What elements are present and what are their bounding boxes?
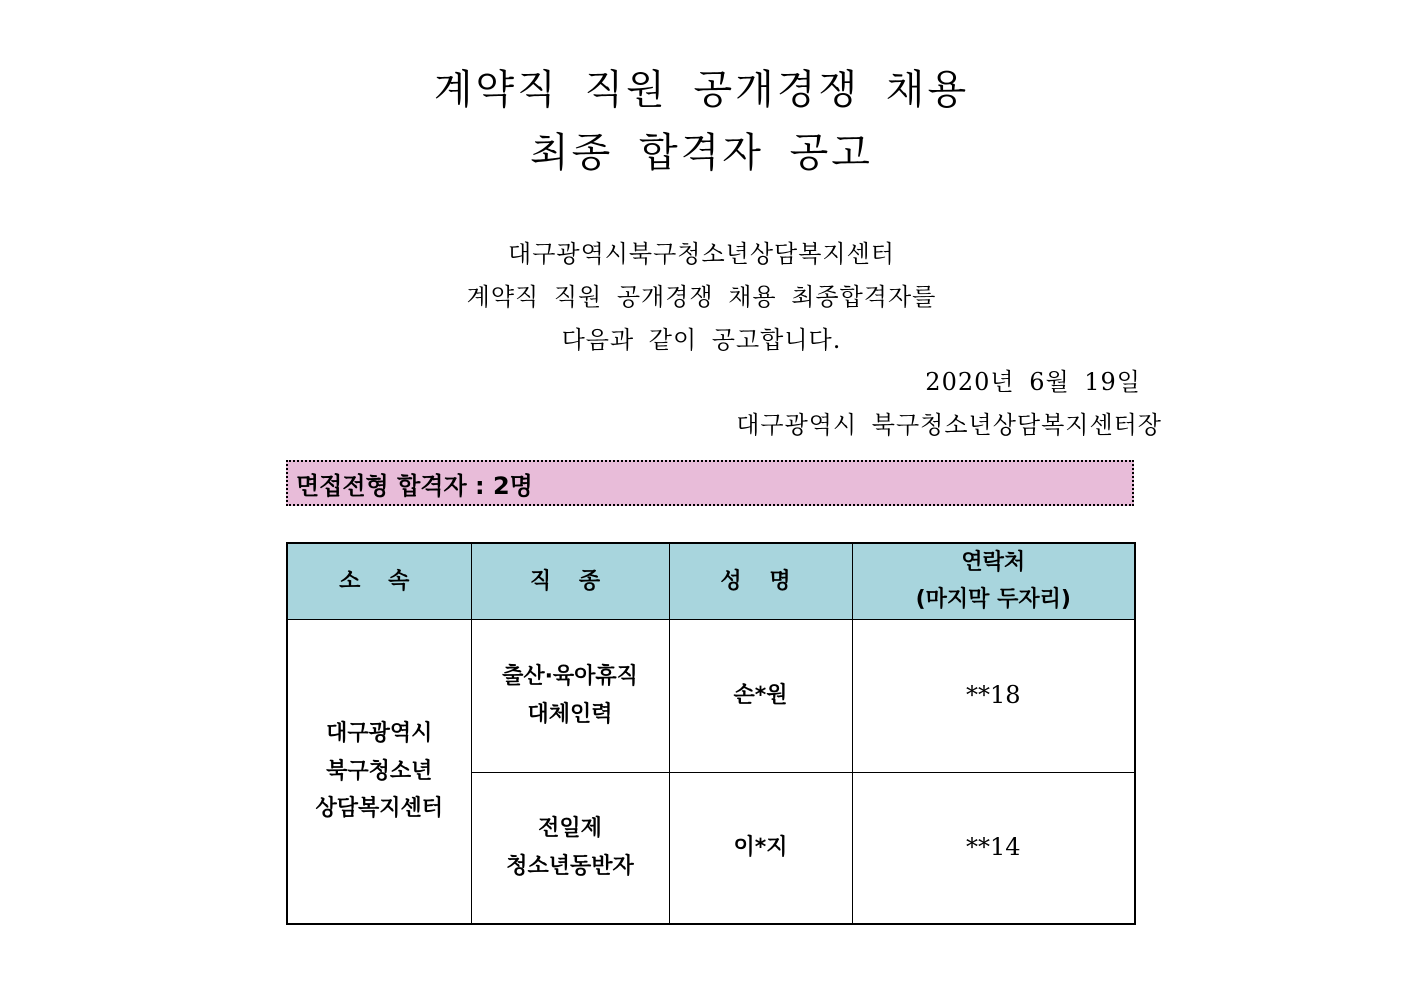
contact-cell: **18 — [852, 619, 1135, 772]
header-name: 성 명 — [669, 543, 852, 619]
name-cell: 이*지 — [669, 772, 852, 924]
job-type-line1: 전일제 — [538, 816, 602, 842]
affiliation-line3: 상담복지센터 — [315, 795, 443, 821]
header-job-type: 직 종 — [471, 543, 669, 619]
notice-body-line1: 대구광역시북구청소년상담복지센터 — [508, 240, 895, 268]
header-contact-line2: (마지막 두자리) — [915, 587, 1071, 613]
job-type-line2: 대체인력 — [527, 701, 613, 727]
job-type-line1: 출산·육아휴직 — [502, 664, 638, 690]
result-table — [286, 542, 1136, 925]
section-heading-box — [286, 460, 1134, 506]
job-type-cell — [471, 619, 669, 772]
header-contact-line1: 연락처 — [961, 550, 1026, 575]
notice-issuer: 대구광역시 북구청소년상담복지센터장 — [736, 411, 1162, 439]
notice-body-line2: 계약직 직원 공개경쟁 채용 최종합격자를 — [466, 283, 937, 311]
section-heading-label: 면접전형 합격자 : 2명 — [296, 471, 533, 500]
name-cell: 손*원 — [669, 619, 852, 772]
notice-title-line1: 계약직 직원 공개경쟁 채용 — [433, 67, 970, 113]
notice-title-line2: 최종 합격자 공고 — [530, 130, 873, 176]
table-row — [287, 619, 1135, 772]
notice-date: 2020년 6월 19일 — [925, 368, 1141, 396]
job-type-line2: 청소년동반자 — [506, 853, 634, 879]
notice-body-line3: 다음과 같이 공고합니다. — [561, 326, 842, 354]
table-header-row — [287, 543, 1135, 619]
affiliation-cell — [287, 619, 471, 924]
affiliation-line1: 대구광역시 — [326, 721, 433, 747]
header-affiliation: 소 속 — [287, 543, 471, 619]
affiliation-line2: 북구청소년 — [326, 758, 433, 784]
job-type-cell — [471, 772, 669, 924]
header-contact — [852, 543, 1135, 619]
contact-cell: **14 — [852, 772, 1135, 924]
